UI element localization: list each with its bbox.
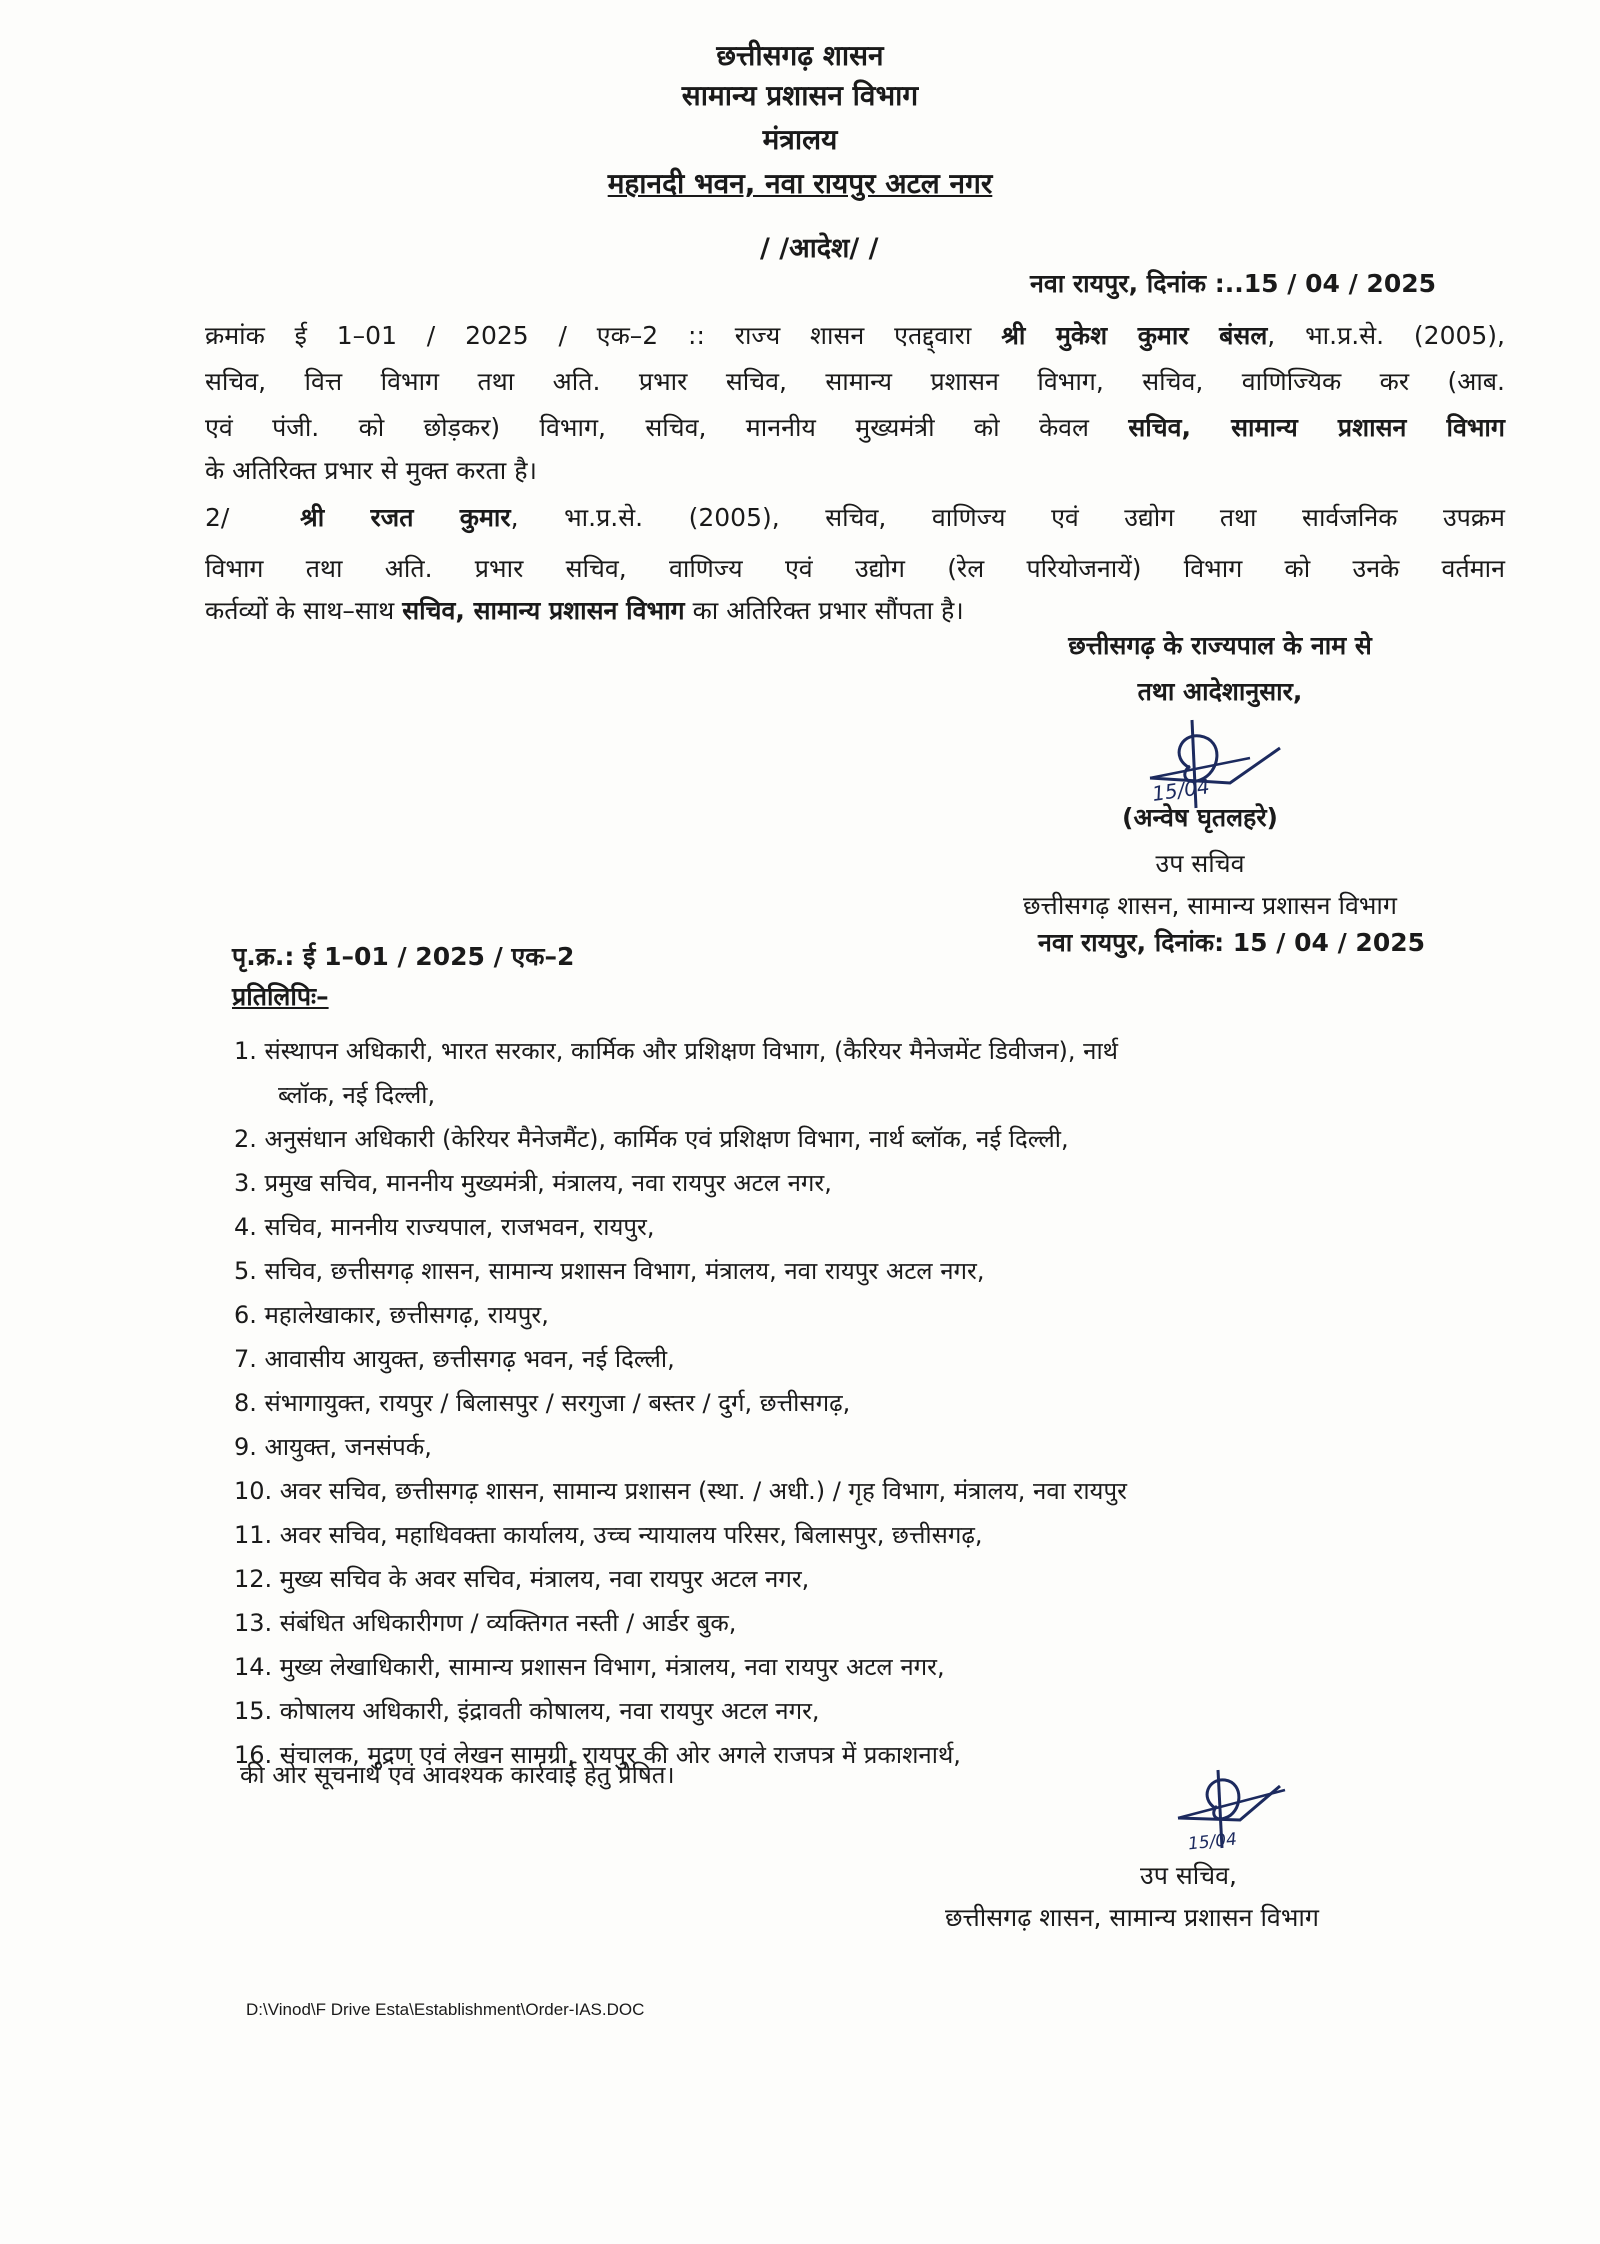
authority-line1: छत्तीसगढ़ के राज्यपाल के नाम से xyxy=(1068,631,1372,660)
copy-list-item: 1. संस्थापन अधिकारी, भारत सरकार, कार्मिक और प्रशिक्षण विभाग, (कैरियर मैनेजमेंट डिवीजन), नार्थ xyxy=(234,1037,1119,1065)
copy-list-item: 4. सचिव, माननीय राज्यपाल, राजभवन, रायपुर, xyxy=(234,1213,655,1241)
para2-line3-rest: का अतिरिक्त प्रभार सौंपता है। xyxy=(684,596,964,625)
order-date: नवा रायपुर, दिनांक :..15 / 04 / 2025 xyxy=(1030,269,1437,298)
para2-line3 xyxy=(205,598,964,623)
endorsement-date: नवा रायपुर, दिनांक: 15 / 04 / 2025 xyxy=(1038,928,1426,957)
para2-line3-bold: सचिव, सामान्य प्रशासन विभाग xyxy=(402,596,685,625)
para2-line1-rest: , भा.प्र.से. (2005), सचिव, वाणिज्य एवं उद्योग तथा सार्वजनिक उपक्रम xyxy=(510,503,1505,532)
copy-list-item: 16. संचालक, मुद्रण एवं लेखन सामग्री, रायपुर की ओर अगले राजपत्र में प्रकाशनार्थ, xyxy=(234,1741,961,1769)
copy-list-item: 10. अवर सचिव, छत्तीसगढ़ शासन, सामान्य प्रशासन (स्था. / अधी.) / गृह विभाग, मंत्रालय, नवा रायपुर xyxy=(234,1477,1127,1505)
signature-2-date: 15/04 xyxy=(1187,1829,1238,1855)
para1-line3-bold: सचिव, सामान्य प्रशासन विभाग xyxy=(1128,413,1505,442)
header-government: छत्तीसगढ़ शासन xyxy=(716,39,884,72)
officer-name-2: श्री रजत कुमार xyxy=(300,503,511,532)
copy-list-item: 12. मुख्य सचिव के अवर सचिव, मंत्रालय, नवा रायपुर अटल नगर, xyxy=(234,1565,810,1593)
endorsement-ref: पृ.क्र.: ई 1–01 / 2025 / एक–2 xyxy=(232,942,575,971)
copy-list-item: 13. संबंधित अधिकारीगण / व्यक्तिगत नस्ती / आर्डर बुक, xyxy=(234,1609,737,1637)
copy-list-item: 7. आवासीय आयुक्त, छत्तीसगढ़ भवन, नई दिल्ली, xyxy=(234,1345,675,1373)
copy-list-item: 8. संभागायुक्त, रायपुर / बिलासपुर / सरगुजा / बस्तर / दुर्ग, छत्तीसगढ़, xyxy=(234,1389,851,1417)
closing-line: की ओर सूचनार्थ एवं आवश्यक कार्रवाई हेतु प्रेषित। xyxy=(240,1761,675,1789)
para1-line2: सचिव, वित्त विभाग तथा अति. प्रभार सचिव, सामान्य प्रशासन विभाग, सचिव, वाणिज्यिक कर (आब. xyxy=(205,367,1505,396)
file-path: D:\Vinod\F Drive Esta\Establishment\Order-IAS.DOC xyxy=(246,2000,645,2019)
copy-list-item: 15. कोषालय अधिकारी, इंद्रावती कोषालय, नवा रायपुर अटल नगर, xyxy=(234,1697,820,1725)
copy-label: प्रतिलिपिः– xyxy=(232,982,329,1011)
copy-list-item: 5. सचिव, छत्तीसगढ़ शासन, सामान्य प्रशासन विभाग, मंत्रालय, नवा रायपुर अटल नगर, xyxy=(234,1257,985,1285)
signatory-1-name: (अन्वेष घृतलहरे) xyxy=(1122,803,1278,832)
para1-line4: के अतिरिक्त प्रभार से मुक्त करता है। xyxy=(205,456,537,485)
signature-1-date: 15/04 xyxy=(1150,774,1212,806)
officer-name-1: श्री मुकेश कुमार बंसल xyxy=(1001,321,1268,350)
para2-number: 2/ xyxy=(205,503,230,532)
para2-line1 xyxy=(300,505,1505,530)
header-ministry: मंत्रालय xyxy=(762,123,838,156)
signatory-2-department: छत्तीसगढ़ शासन, सामान्य प्रशासन विभाग xyxy=(945,1903,1319,1932)
order-title: / /आदेश/ / xyxy=(760,233,879,264)
copy-list-item: 9. आयुक्त, जनसंपर्क, xyxy=(234,1433,432,1461)
order-number-text: क्रमांक ई 1–01 / 2025 / एक–2 :: राज्य शासन एतद्द्वारा xyxy=(205,321,1002,350)
para2-line3-text: कर्तव्यों के साथ–साथ xyxy=(205,596,403,625)
copy-list-item: 6. महालेखाकार, छत्तीसगढ़, रायपुर, xyxy=(234,1301,549,1329)
para1-line3-text: एवं पंजी. को छोड़कर) विभाग, सचिव, माननीय मुख्यमंत्री को केवल xyxy=(205,413,1129,442)
copy-list-item: 2. अनुसंधान अधिकारी (केरियर मैनेजमैंट), कार्मिक एवं प्रशिक्षण विभाग, नार्थ ब्लॉक, नई दिल्ली, xyxy=(234,1125,1069,1153)
authority-line2: तथा आदेशानुसार, xyxy=(1137,677,1303,706)
para1-line1-rest: , भा.प्र.से. (2005), xyxy=(1267,321,1505,350)
signatory-1-designation: उप सचिव xyxy=(1155,849,1245,878)
para1-line1 xyxy=(205,318,1505,352)
copy-list-item: ब्लॉक, नई दिल्ली, xyxy=(278,1081,436,1109)
copy-list-item: 3. प्रमुख सचिव, माननीय मुख्यमंत्री, मंत्रालय, नवा रायपुर अटल नगर, xyxy=(234,1169,832,1197)
copy-list-item: 11. अवर सचिव, महाधिवक्ता कार्यालय, उच्च न्यायालय परिसर, बिलासपुर, छत्तीसगढ़, xyxy=(234,1521,983,1549)
signatory-1-department: छत्तीसगढ़ शासन, सामान्य प्रशासन विभाग xyxy=(1023,891,1397,920)
para2-line2: विभाग तथा अति. प्रभार सचिव, वाणिज्य एवं उद्योग (रेल परियोजनायें) विभाग को उनके वर्तमान xyxy=(205,554,1505,583)
para1-line3 xyxy=(205,410,1505,444)
header-department: सामान्य प्रशासन विभाग xyxy=(681,79,919,112)
copy-list-item: 14. मुख्य लेखाधिकारी, सामान्य प्रशासन विभाग, मंत्रालय, नवा रायपुर अटल नगर, xyxy=(234,1653,945,1681)
header-address-wrap xyxy=(0,164,1600,202)
header-address: महानदी भवन, नवा रायपुर अटल नगर xyxy=(607,167,993,200)
signatory-2-designation: उप सचिव, xyxy=(1140,1861,1237,1890)
